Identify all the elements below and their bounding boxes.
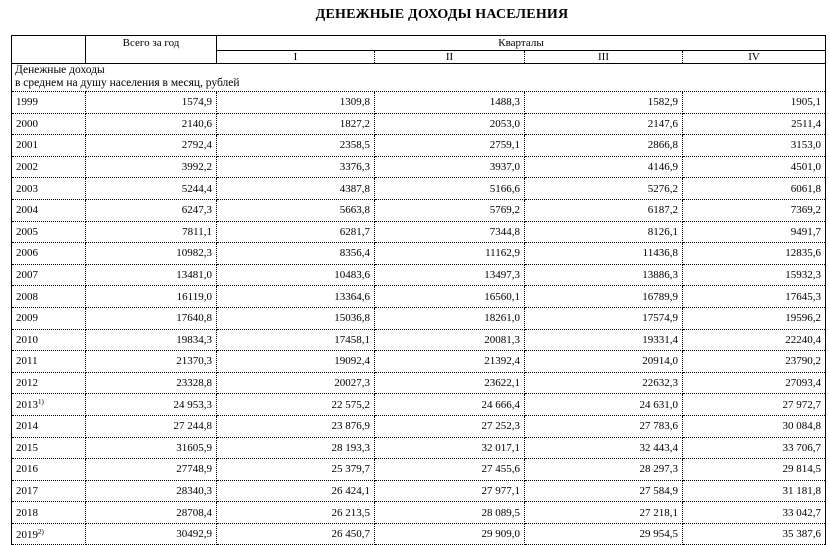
value-q2: 2053,0 bbox=[375, 113, 525, 135]
value-q3: 17574,9 bbox=[525, 307, 683, 329]
value-q2: 27 455,6 bbox=[375, 459, 525, 481]
value-total: 23328,8 bbox=[86, 372, 217, 394]
year-cell bbox=[12, 372, 86, 394]
value-q2: 16560,1 bbox=[375, 286, 525, 308]
year-label: 2019 bbox=[16, 528, 38, 541]
year-label: 2009 bbox=[16, 312, 38, 325]
value-q4: 1905,1 bbox=[683, 92, 826, 114]
value-total: 21370,3 bbox=[86, 351, 217, 373]
value-q2: 20081,3 bbox=[375, 329, 525, 351]
value-q3: 32 443,4 bbox=[525, 437, 683, 459]
year-label: 2005 bbox=[16, 225, 38, 238]
year-label: 1999 bbox=[16, 96, 38, 109]
value-q1: 19092,4 bbox=[217, 351, 375, 373]
value-q1: 4387,8 bbox=[217, 178, 375, 200]
value-q4: 23790,2 bbox=[683, 351, 826, 373]
section-label bbox=[12, 64, 826, 92]
value-q1: 28 193,3 bbox=[217, 437, 375, 459]
value-q3: 27 584,9 bbox=[525, 480, 683, 502]
table-row bbox=[12, 113, 826, 135]
value-q1: 22 575,2 bbox=[217, 394, 375, 416]
table-row bbox=[12, 264, 826, 286]
page-title: ДЕНЕЖНЫЕ ДОХОДЫ НАСЕЛЕНИЯ bbox=[315, 7, 569, 22]
year-cell bbox=[12, 156, 86, 178]
year-cell bbox=[12, 264, 86, 286]
table-row bbox=[12, 480, 826, 502]
year-label: 2000 bbox=[16, 117, 38, 130]
value-q2: 24 666,4 bbox=[375, 394, 525, 416]
value-q2: 23622,1 bbox=[375, 372, 525, 394]
year-label: 2013 bbox=[16, 399, 38, 412]
value-q3: 16789,9 bbox=[525, 286, 683, 308]
footnote-marker: 2) bbox=[38, 527, 44, 536]
value-q1: 8356,4 bbox=[217, 243, 375, 265]
value-q4: 17645,3 bbox=[683, 286, 826, 308]
value-total: 28708,4 bbox=[86, 502, 217, 524]
value-q1: 1309,8 bbox=[217, 92, 375, 114]
value-total: 2792,4 bbox=[86, 135, 217, 157]
value-q3: 27 783,6 bbox=[525, 415, 683, 437]
value-total: 19834,3 bbox=[86, 329, 217, 351]
value-total: 27 244,8 bbox=[86, 415, 217, 437]
value-total: 13481,0 bbox=[86, 264, 217, 286]
value-q1: 3376,3 bbox=[217, 156, 375, 178]
value-q4: 6061,8 bbox=[683, 178, 826, 200]
year-cell bbox=[12, 502, 86, 524]
value-q1: 6281,7 bbox=[217, 221, 375, 243]
value-q2: 32 017,1 bbox=[375, 437, 525, 459]
year-label: 2016 bbox=[16, 463, 38, 476]
value-q1: 13364,6 bbox=[217, 286, 375, 308]
year-cell bbox=[12, 523, 86, 545]
section-line-1: Денежные доходы bbox=[15, 64, 105, 76]
value-q4: 27 972,7 bbox=[683, 394, 826, 416]
year-cell bbox=[12, 394, 86, 416]
value-q2: 5769,2 bbox=[375, 199, 525, 221]
table-row bbox=[12, 307, 826, 329]
value-q4: 3153,0 bbox=[683, 135, 826, 157]
section-line-2: в среднем на душу населения в месяц, рублей bbox=[15, 77, 240, 89]
value-total: 27748,9 bbox=[86, 459, 217, 481]
value-q4: 27093,4 bbox=[683, 372, 826, 394]
section-row bbox=[12, 64, 826, 92]
value-q2: 28 089,5 bbox=[375, 502, 525, 524]
value-q4: 30 084,8 bbox=[683, 415, 826, 437]
value-q4: 35 387,6 bbox=[683, 523, 826, 545]
table-row bbox=[12, 415, 826, 437]
footnote-marker: 1) bbox=[38, 398, 44, 407]
year-cell bbox=[12, 480, 86, 502]
value-q4: 7369,2 bbox=[683, 199, 826, 221]
year-label: 2017 bbox=[16, 484, 38, 497]
header-row bbox=[12, 36, 826, 51]
value-q1: 17458,1 bbox=[217, 329, 375, 351]
value-q1: 26 450,7 bbox=[217, 523, 375, 545]
value-q3: 2147,6 bbox=[525, 113, 683, 135]
value-q2: 13497,3 bbox=[375, 264, 525, 286]
value-q4: 29 814,5 bbox=[683, 459, 826, 481]
value-q4: 9491,7 bbox=[683, 221, 826, 243]
value-q3: 1582,9 bbox=[525, 92, 683, 114]
value-q3: 2866,8 bbox=[525, 135, 683, 157]
table-row bbox=[12, 243, 826, 265]
year-label: 2014 bbox=[16, 420, 38, 433]
value-q1: 2358,5 bbox=[217, 135, 375, 157]
table-row bbox=[12, 135, 826, 157]
value-q3: 29 954,5 bbox=[525, 523, 683, 545]
value-total: 5244,4 bbox=[86, 178, 217, 200]
year-cell bbox=[12, 437, 86, 459]
value-q2: 1488,3 bbox=[375, 92, 525, 114]
table-row bbox=[12, 437, 826, 459]
value-q4: 33 042,7 bbox=[683, 502, 826, 524]
value-q2: 11162,9 bbox=[375, 243, 525, 265]
value-total: 17640,8 bbox=[86, 307, 217, 329]
value-q4: 4501,0 bbox=[683, 156, 826, 178]
value-q4: 12835,6 bbox=[683, 243, 826, 265]
header-q4: IV bbox=[683, 51, 826, 64]
value-q4: 33 706,7 bbox=[683, 437, 826, 459]
table-row bbox=[12, 351, 826, 373]
header-corner bbox=[12, 36, 86, 64]
value-q3: 13886,3 bbox=[525, 264, 683, 286]
value-q2: 18261,0 bbox=[375, 307, 525, 329]
value-q2: 2759,1 bbox=[375, 135, 525, 157]
header-q2: II bbox=[375, 51, 525, 64]
value-total: 7811,1 bbox=[86, 221, 217, 243]
value-q1: 1827,2 bbox=[217, 113, 375, 135]
value-total: 6247,3 bbox=[86, 199, 217, 221]
year-cell bbox=[12, 351, 86, 373]
value-q1: 5663,8 bbox=[217, 199, 375, 221]
table-row bbox=[12, 221, 826, 243]
value-q4: 22240,4 bbox=[683, 329, 826, 351]
year-cell bbox=[12, 221, 86, 243]
table-row bbox=[12, 178, 826, 200]
value-q3: 5276,2 bbox=[525, 178, 683, 200]
value-total: 10982,3 bbox=[86, 243, 217, 265]
table-row bbox=[12, 459, 826, 481]
year-label: 2010 bbox=[16, 333, 38, 346]
header-quarters: Кварталы bbox=[217, 36, 826, 51]
year-cell bbox=[12, 199, 86, 221]
value-q4: 31 181,8 bbox=[683, 480, 826, 502]
value-q2: 27 977,1 bbox=[375, 480, 525, 502]
year-cell bbox=[12, 415, 86, 437]
value-q1: 23 876,9 bbox=[217, 415, 375, 437]
year-cell bbox=[12, 135, 86, 157]
value-q2: 21392,4 bbox=[375, 351, 525, 373]
value-q3: 11436,8 bbox=[525, 243, 683, 265]
value-q1: 15036,8 bbox=[217, 307, 375, 329]
table-row bbox=[12, 502, 826, 524]
value-q4: 15932,3 bbox=[683, 264, 826, 286]
value-q3: 22632,3 bbox=[525, 372, 683, 394]
value-q2: 29 909,0 bbox=[375, 523, 525, 545]
value-q1: 26 424,1 bbox=[217, 480, 375, 502]
year-cell bbox=[12, 459, 86, 481]
value-total: 31605,9 bbox=[86, 437, 217, 459]
year-cell bbox=[12, 243, 86, 265]
table-row bbox=[12, 372, 826, 394]
value-q1: 25 379,7 bbox=[217, 459, 375, 481]
value-q4: 2511,4 bbox=[683, 113, 826, 135]
value-q3: 28 297,3 bbox=[525, 459, 683, 481]
value-q1: 10483,6 bbox=[217, 264, 375, 286]
table-row bbox=[12, 394, 826, 416]
value-total: 2140,6 bbox=[86, 113, 217, 135]
header-q3: III bbox=[525, 51, 683, 64]
value-q1: 20027,3 bbox=[217, 372, 375, 394]
year-cell bbox=[12, 178, 86, 200]
table-row bbox=[12, 92, 826, 114]
value-q1: 26 213,5 bbox=[217, 502, 375, 524]
year-label: 2002 bbox=[16, 161, 38, 174]
year-cell bbox=[12, 307, 86, 329]
value-total: 3992,2 bbox=[86, 156, 217, 178]
year-label: 2001 bbox=[16, 139, 38, 152]
value-total: 30492,9 bbox=[86, 523, 217, 545]
year-cell bbox=[12, 286, 86, 308]
year-label: 2011 bbox=[16, 355, 38, 368]
value-q3: 27 218,1 bbox=[525, 502, 683, 524]
header-total: Всего за год bbox=[86, 36, 217, 64]
value-q3: 20914,0 bbox=[525, 351, 683, 373]
year-label: 2007 bbox=[16, 269, 38, 282]
year-label: 2015 bbox=[16, 441, 38, 454]
year-label: 2003 bbox=[16, 182, 38, 195]
value-q3: 4146,9 bbox=[525, 156, 683, 178]
year-cell bbox=[12, 92, 86, 114]
year-label: 2012 bbox=[16, 377, 38, 390]
table-row bbox=[12, 523, 826, 545]
value-total: 16119,0 bbox=[86, 286, 217, 308]
table-row bbox=[12, 286, 826, 308]
value-q2: 7344,8 bbox=[375, 221, 525, 243]
value-total: 28340,3 bbox=[86, 480, 217, 502]
value-q3: 6187,2 bbox=[525, 199, 683, 221]
year-label: 2004 bbox=[16, 204, 38, 217]
table-row bbox=[12, 156, 826, 178]
value-q3: 8126,1 bbox=[525, 221, 683, 243]
income-table bbox=[11, 35, 826, 545]
header-q1: I bbox=[217, 51, 375, 64]
value-q4: 19596,2 bbox=[683, 307, 826, 329]
value-total: 24 953,3 bbox=[86, 394, 217, 416]
year-label: 2008 bbox=[16, 290, 38, 303]
year-label: 2006 bbox=[16, 247, 38, 260]
table-row bbox=[12, 329, 826, 351]
value-total: 1574,9 bbox=[86, 92, 217, 114]
year-cell bbox=[12, 113, 86, 135]
value-q3: 19331,4 bbox=[525, 329, 683, 351]
value-q2: 27 252,3 bbox=[375, 415, 525, 437]
value-q2: 5166,6 bbox=[375, 178, 525, 200]
year-cell bbox=[12, 329, 86, 351]
table-row bbox=[12, 199, 826, 221]
value-q2: 3937,0 bbox=[375, 156, 525, 178]
year-label: 2018 bbox=[16, 506, 38, 519]
value-q3: 24 631,0 bbox=[525, 394, 683, 416]
